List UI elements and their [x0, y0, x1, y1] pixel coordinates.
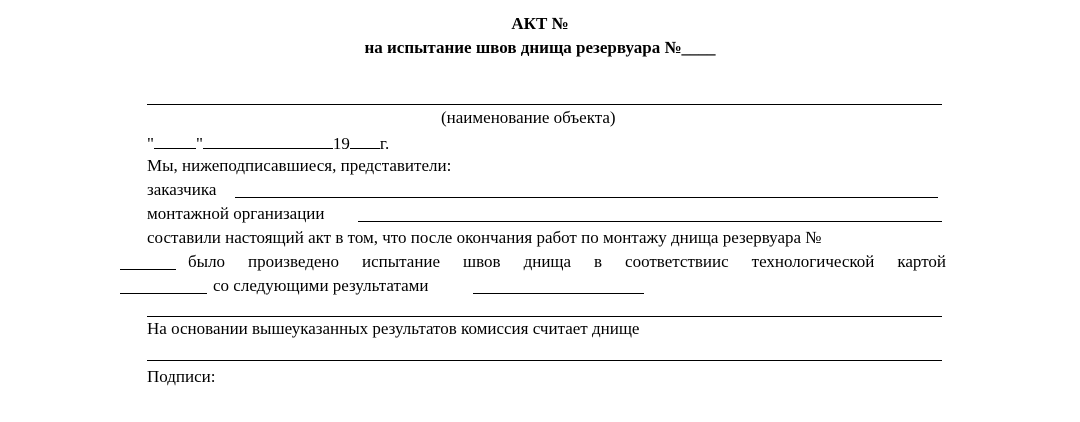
paragraph-line-2: было произведено испытание швов днища в соответствиис технологической картой [188, 252, 946, 271]
installer-blank [358, 221, 942, 222]
paragraph-line-3: со следующими результатами [213, 276, 429, 295]
reservoir-number-blank [120, 269, 176, 270]
act-title: АКТ № [511, 14, 569, 33]
day-blank [154, 132, 196, 149]
conclusion-text: На основании вышеуказанных результатов комиссия считает днище [147, 319, 640, 338]
installer-label: монтажной организации [147, 204, 325, 223]
results-blank [473, 293, 644, 294]
conclusion-line [147, 360, 942, 361]
date-year: 19 [332, 134, 350, 153]
year-blank [350, 132, 380, 149]
customer-blank [235, 197, 938, 198]
date-quote-open: " [147, 134, 154, 153]
date-line [147, 132, 389, 154]
object-caption: (наименование объекта) [441, 108, 616, 127]
signatures-label: Подписи: [147, 367, 216, 386]
customer-label: заказчика [147, 180, 217, 199]
date-quote-close: " [195, 134, 203, 153]
results-line [147, 316, 942, 317]
object-name-line [147, 104, 942, 105]
tech-card-blank [120, 293, 207, 294]
date-suffix: г. [379, 134, 390, 153]
intro-text: Мы, нижеподписавшиеся, представители: [147, 156, 452, 175]
month-blank [203, 132, 333, 149]
act-subtitle: на испытание швов днища резервуара №____ [364, 38, 716, 57]
paragraph-line-1: составили настоящий акт в том, что после окончания работ по монтажу днища резервуара № [147, 228, 822, 247]
